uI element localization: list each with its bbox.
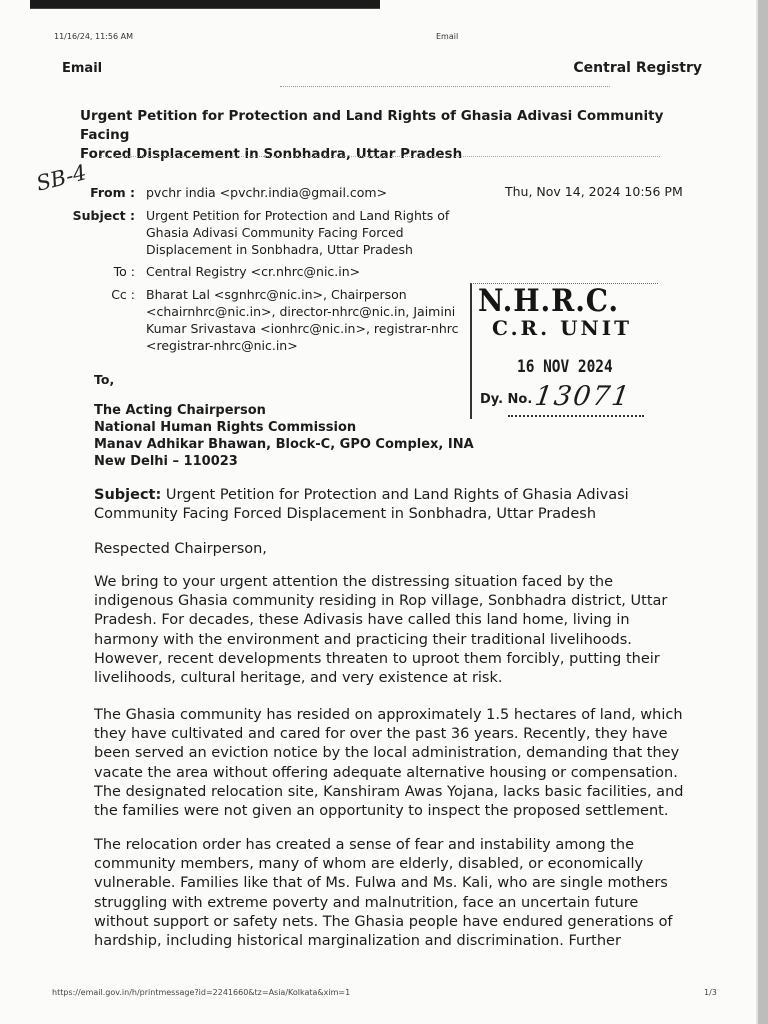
paragraph-line: struggling with extreme poverty and malnutrition, face an uncertain future — [94, 894, 639, 911]
mailbox-name: Central Registry — [573, 60, 702, 76]
subject-value-line: Displacement in Sonbhadra, Uttar Pradesh — [146, 242, 413, 257]
scan-edge-right-inner — [756, 0, 758, 1024]
from-value: pvchr india <pvchr.india@gmail.com> — [146, 185, 388, 200]
stamp-dy-label: Dy. No. — [480, 392, 533, 407]
paragraph-2 — [94, 706, 704, 821]
paragraph-line: vacate the area without offering adequate alternative housing or compensation. — [94, 764, 678, 781]
stamp-dotted-line — [508, 415, 644, 417]
stamp-date: 16 NOV 2024 — [517, 357, 613, 377]
print-url: https://email.gov.in/h/printmessage?id=2241660&tz=Asia/Kolkata&xim=1 — [52, 988, 351, 997]
scan-edge-line — [30, 8, 380, 9]
letter-subject-label: Subject: — [94, 487, 162, 503]
subject-value-line: Urgent Petition for Protection and Land Rights of — [146, 208, 450, 223]
paragraph-line: We bring to your urgent attention the distressing situation faced by the — [94, 574, 614, 590]
to-value: Central Registry <cr.nhrc@nic.in> — [146, 264, 361, 279]
cc-value-line: <chairnhrc@nic.in>, director-nhrc@nic.in, Jaimini — [146, 304, 456, 319]
paragraph-line: harmony with the environment and practicing their traditional livelihoods. — [94, 631, 632, 648]
scan-edge-top — [30, 0, 380, 8]
paragraph-line: vulnerable. Families like that of Ms. Fulwa and Ms. Kali, who are single mothers — [94, 875, 668, 892]
paragraph-line: indigenous Ghasia community residing in Rop village, Sonbhadra district, Uttar — [94, 593, 668, 610]
address-line: National Human Rights Commission — [94, 420, 357, 435]
paragraph-line: been served an eviction notice by the local administration, demanding that they — [94, 745, 680, 762]
paragraph-line: Pradesh. For decades, these Adivasis have called this land home, living in — [94, 612, 630, 629]
subject-label: Subject : — [72, 208, 135, 223]
handwritten-note: SB-4 — [33, 160, 89, 196]
from-label: From : — [90, 185, 135, 200]
letter-to: To, — [94, 372, 115, 387]
divider-dotted — [280, 86, 610, 87]
paragraph-line: they have cultivated and cared for over the past 36 years. Recently, they have — [94, 726, 668, 743]
paragraph-line: The relocation order has created a sense of fear and instability among the — [94, 837, 635, 853]
subject-value-line: Ghasia Adivasi Community Facing Forced — [146, 225, 404, 240]
divider-dotted — [100, 156, 660, 157]
address-line: New Delhi – 110023 — [94, 454, 238, 469]
mail-title-line: Urgent Petition for Protection and Land Rights of Ghasia Adivasi Community Facing — [80, 108, 664, 143]
cc-value-line: Bharat Lal <sgnhrc@nic.in>, Chairperson — [146, 287, 407, 302]
paragraph-line: However, recent developments threaten to uproot them forcibly, putting their — [94, 650, 660, 667]
mail-date: Thu, Nov 14, 2024 10:56 PM — [505, 184, 683, 199]
letter-greeting: Respected Chairperson, — [94, 541, 267, 557]
scan-edge-right — [758, 0, 768, 1024]
mail-title-line: Forced Displacement in Sonbhadra, Uttar Pradesh — [80, 146, 463, 162]
paragraph-line: livelihoods, cultural heritage, and very existence at risk. — [94, 670, 503, 687]
letter-subject-text: Community Facing Forced Displacement in Sonbhadra, Uttar Pradesh — [94, 506, 597, 523]
stamp-unit: C.R. UNIT — [492, 316, 633, 340]
cc-value-line: <registrar-nhrc@nic.in> — [146, 338, 298, 353]
cc-label: Cc : — [111, 287, 135, 302]
page-number: 1/3 — [704, 988, 717, 997]
print-header-title: Email — [436, 32, 459, 41]
paragraph-line: The designated relocation site, Kanshiram Awas Yojana, lacks basic facilities, and — [94, 783, 684, 800]
address-line: Manav Adhikar Bhawan, Block-C, GPO Complex, INA — [94, 437, 474, 452]
cc-value-line: Kumar Srivastava <ionhrc@nic.in>, registrar-nhrc — [146, 321, 459, 336]
paragraph-1 — [94, 573, 704, 688]
email-logo: Email — [62, 61, 103, 76]
stamp-number: 13071 — [532, 381, 634, 412]
paragraph-line: the families were not given an opportunity to inspect the proposed settlement. — [94, 803, 669, 820]
letter-subject — [94, 486, 704, 524]
to-label: To : — [113, 264, 135, 279]
paragraph-line: The Ghasia community has resided on approximately 1.5 hectares of land, which — [94, 707, 683, 723]
letter-subject-text: Urgent Petition for Protection and Land Rights of Ghasia Adivasi — [165, 487, 629, 503]
recipient-address — [94, 402, 474, 470]
paragraph-line: hardship, including historical marginalization and discrimination. Further — [94, 933, 621, 950]
stamp-org: N.H.R.C. — [478, 283, 620, 319]
print-datetime: 11/16/24, 11:56 AM — [54, 32, 133, 41]
paragraph-line: community members, many of whom are elderly, disabled, or economically — [94, 856, 644, 873]
address-line: The Acting Chairperson — [94, 403, 266, 418]
paragraph-3 — [94, 836, 704, 951]
paragraph-line: without support or safety nets. The Ghasia people have endured generations of — [94, 913, 673, 930]
